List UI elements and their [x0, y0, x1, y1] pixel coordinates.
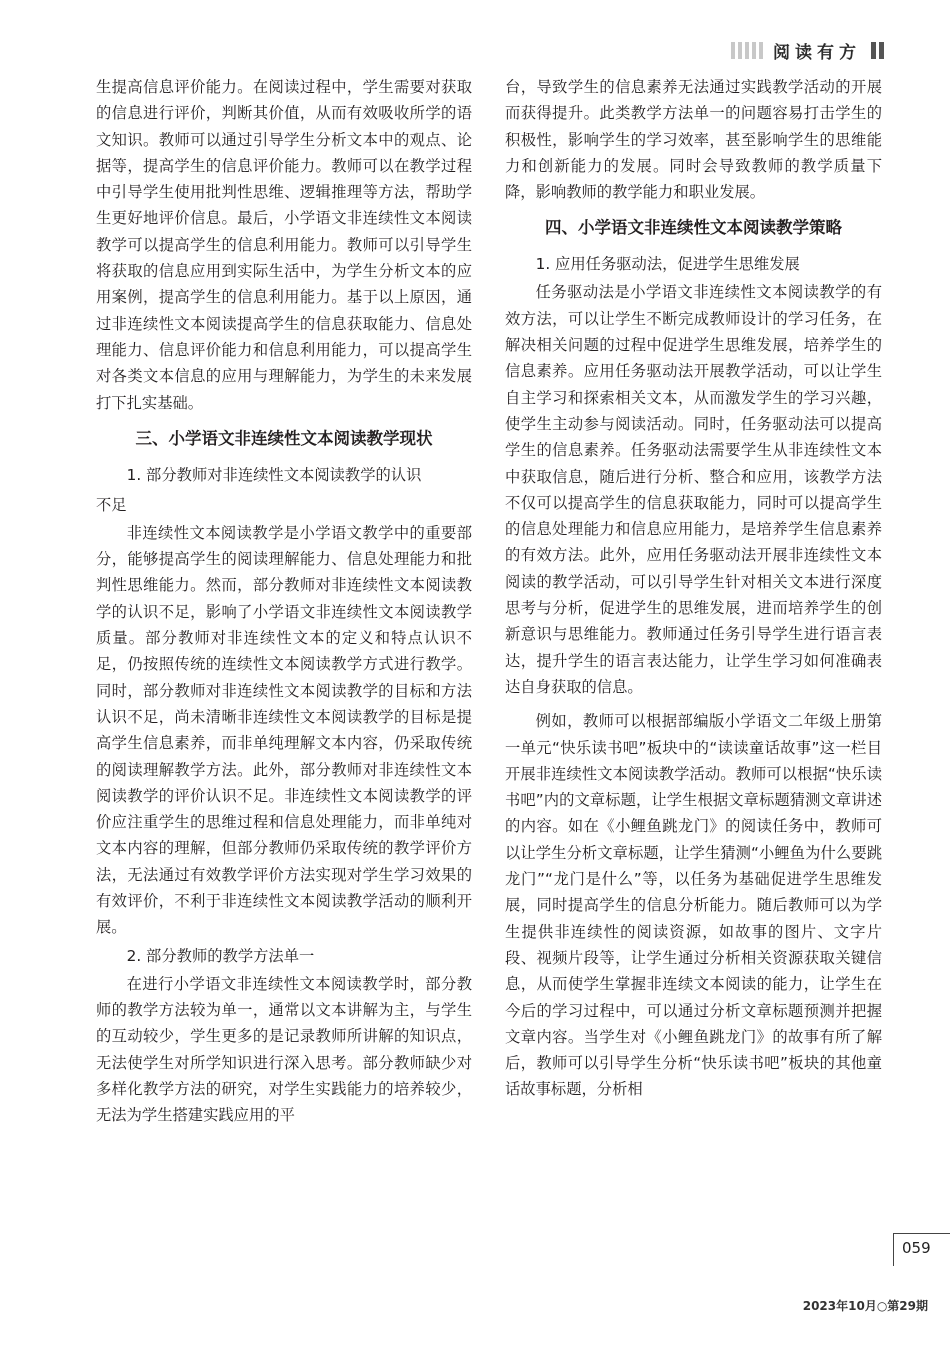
header-decoration-bars	[731, 42, 763, 59]
paragraph: 在进行小学语文非连续性文本阅读教学时，部分教师的教学方法较为单一，通常以文本讲解为主，与学生的互动较少，学生更多的是记录教师所讲解的知识点，无法使学生对所学知识进行深入思考。部分教师缺少对多样化教学方法的研究，对学生实践能力的培养较少，无法为学生搭建实践应用的平	[96, 974, 472, 1125]
column-title: 阅读有方	[773, 42, 861, 63]
paragraph: 非连续性文本阅读教学是小学语文教学中的重要部分，能够提高学生的阅读理解能力、信息处理能力和批判性思维能力。然而，部分教师对非连续性文本阅读教学的认识不足，影响了小学语文非连续性文本阅读教学质量。部分教师对非连续性文本的定义和特点认识不足，仍按照传统的连续性文本阅读教学方式进行教学。同时，部分教师对非连续性文本阅读教学的目标和方法认识不足，尚未清晰非连续性文本阅读教学的目标是提高学生信息素养，而非单纯理解文本内容，仍采取传统的阅读理解教学方法。此外，部分教师对非连续性文本阅读教学的评价认识不足。非连续性文本阅读教学的评价应注重学生的思维过程和信息处理能力，而非单纯对文本内容的理解，但部分教师仍采取传统的教学评价方法，无法通过有效教学评价方法实现对学生学习效果的有效评价，不利于非连续性文本阅读教学活动的顺利开展。	[96, 523, 472, 937]
subheading-continued: 不足	[96, 495, 127, 514]
paragraph: 生提高信息评价能力。在阅读过程中，学生需要对获取的信息进行评价，判断其价值，从而有效吸收所学的语文知识。教师可以通过引导学生分析文本中的观点、论据等，提高学生的信息评价能力。教师可以在教学过程中引导学生使用批判性思维、逻辑推理等方法，帮助学生更好地评价信息。最后，小学语文非连续性文本阅读教学可以提高学生的信息利用能力。教师可以引导学生将获取的信息应用到实际生活中，为学生分析文本的应用案例，提高学生的信息利用能力。基于以上原因，通过非连续性文本阅读提高学生的信息获取能力、信息处理能力、信息评价能力和信息利用能力，可以提高学生对各类文本信息的应用与理解能力，为学生的未来发展打下扎实基础。	[96, 78, 472, 412]
issue-date: 2023年10月○第29期	[802, 1299, 928, 1313]
header-decoration-bars-right	[871, 42, 884, 59]
right-column	[505, 74, 882, 1103]
section-heading: 三、小学语文非连续性文本阅读教学现状	[135, 428, 433, 448]
section-heading: 四、小学语文非连续性文本阅读教学策略	[545, 218, 842, 238]
paragraph: 例如，教师可以根据部编版小学语文二年级上册第一单元“快乐读书吧”板块中的“读读童话故事”这一栏目开展非连续性文本阅读教学活动。教师可以根据“快乐读书吧”内的文章标题，让学生根据文章标题猜测文章讲述的内容。如在《小鲤鱼跳龙门》的阅读任务中，教师可以让学生分析文章标题，让学生猜测“小鲤鱼为什么要跳龙门”“龙门是什么”等，以任务为基础促进学生思维发展，同时提高学生的信息分析能力。随后教师可以为学生提供非连续性的阅读资源，如故事的图片、文字片段、视频片段等，让学生通过分析相关资源获取关键信息，从而使学生掌握非连续文本阅读的能力，让学生在今后的学习过程中，可以通过分析文章标题预测并把握文章内容。当学生对《小鲤鱼跳龙门》的故事有所了解后，教师可以引导学生分析“快乐读书吧”板块的其他童话故事标题，分析相	[505, 712, 882, 1099]
paragraph: 任务驱动法是小学语文非连续性文本阅读教学的有效方法，可以让学生不断完成教师设计的学习任务，在解决相关问题的过程中促进学生思维发展，培养学生的信息素养。应用任务驱动法开展教学活动，可以让学生自主学习和探索相关文本，从而激发学生的学习兴趣，使学生主动参与阅读活动。同时，任务驱动法可以提高学生的信息素养。任务驱动法需要学生从非连续性文本中获取信息，随后进行分析、整合和应用，该教学方法不仅可以提高学生的信息获取能力，同时可以提高学生的信息处理能力和信息应用能力，是培养学生信息素养的有效方法。此外，应用任务驱动法开展非连续性文本阅读的教学活动，可以引导学生针对相关文本进行深度思考与分析，促进学生的思维发展，进而培养学生的创新意识与思维能力。教师通过任务引导学生进行语言表达，提升学生的语言表达能力，让学生学习如何准确表达自身获取的信息。	[505, 283, 882, 696]
subheading: 1. 应用任务驱动法，促进学生思维发展	[535, 255, 800, 274]
running-header	[731, 38, 884, 62]
page-number: 059	[902, 1239, 931, 1257]
subheading: 1. 部分教师对非连续性文本阅读教学的认识	[126, 465, 422, 484]
left-column	[96, 74, 472, 1128]
subheading: 2. 部分教师的教学方法单一	[126, 946, 315, 965]
paragraph: 台，导致学生的信息素养无法通过实践教学活动的开展而获得提升。此类教学方法单一的问题容易打击学生的积极性，影响学生的学习效率，甚至影响学生的思维能力和创新能力的发展。同时会导致教师的教学质量下降，影响教师的教学能力和职业发展。	[505, 78, 882, 202]
